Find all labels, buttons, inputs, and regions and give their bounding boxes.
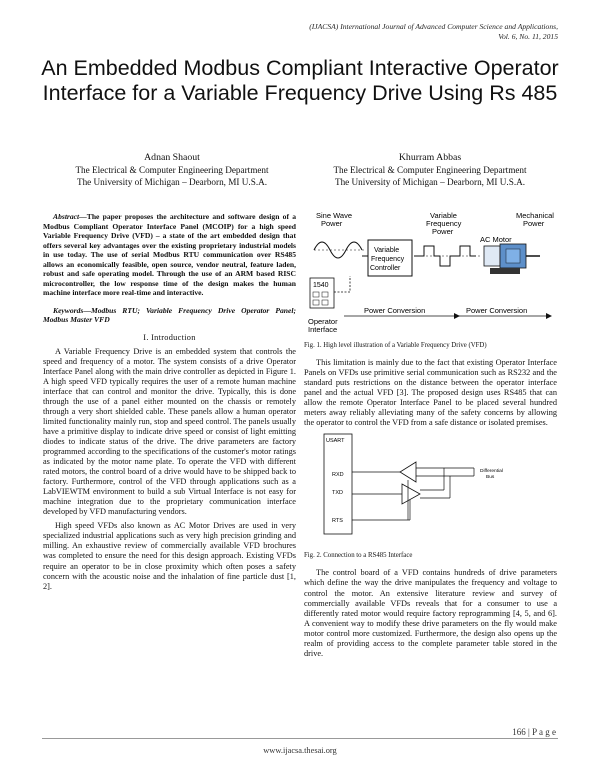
author-dept: The Electrical & Computer Engineering Department — [333, 165, 527, 175]
label-variable: Variable — [430, 212, 457, 220]
author-name: Khurram Abbas — [398, 152, 462, 163]
journal-line-2: Vol. 6, No. 11, 2015 — [498, 32, 558, 41]
section-heading-introduction: I. Introduction — [143, 332, 196, 342]
label-operator: Operator — [308, 317, 338, 326]
author-univ: The University of Michigan – Dearborn, MI U.S.A. — [334, 177, 526, 187]
driver-triangle — [402, 484, 420, 504]
page-number: 166 | P a g e — [512, 727, 556, 737]
abstract-text: —The paper proposes the architecture and software design of a Modbus Compliant Operator Interface Panel (MCOIP) for a high speed Variable Frequency Drive (VFD) – a state of the art embedded design that offers several key advantages over the existing proprietary industrial models in use today. The use of serial Modbus RTU communication over RS485 allows an economically feasible, open source, vendor neutral, feature laden, robust and safe operating model. Through the use of an ARM based RISC microcontroller, the low response time of the design makes the human machine interface more real-time and interactive. — [43, 212, 296, 297]
label-power-3: Power — [523, 219, 545, 228]
label-differential: Differential — [480, 469, 503, 475]
paragraph: High speed VFDs also known as AC Motor Drives are used in very specialized industrial applications such as very high precision grinding and milling. An exhaustive review of commercially available VFD brochures was completed to ensure the need for this design approach. Existing VFDs require an operator to be in close proximity which often poses a safety concern with the acoustic noise and the inhalation of fine particle dust [1, 2]. — [43, 521, 296, 591]
label-usart: USART — [326, 438, 345, 445]
figure-2 — [304, 432, 557, 560]
paragraph: A Variable Frequency Drive is an embedded system that controls the speed and frequency of a motor. The system consists of a drive Operator Interface Panel along with the main drive controller as depicted in Figure 1. A high speed VFD typically requires the user of a remote human machine interface that can control and monitor the drive. Typically, this is done through the use of a panel either mounted on the chassis or remotely through a very short shielded cable. These panels allow a human operator limited functionality mainly run, stop and speed control. The panels usually have a primitive display to indicate drive speed or consist of light emitting diodes to indicate status of the drive. The drive parameters are factory programmed according to the specifications of the customer's motor ratings as indicated by the motor name plate. To operate the VFD with different rated motors, the control board of a drive would have to be shipped back to factory. Furthermore, control of the VFD through applications such as a LabVIEWTM environment to build a sub Virtual Interface is not easy for machine integration due to the proprietary communication interface developed by VFD manufacturing vendors. — [43, 346, 296, 517]
journal-header — [228, 22, 558, 42]
author-univ: The University of Michigan – Dearborn, MI U.S.A. — [76, 177, 268, 187]
label-power-conversion-1: Power Conversion — [364, 306, 426, 315]
label-power-1: Power — [321, 219, 343, 228]
figure-2-caption: Fig. 2. Connection to a RS485 Interface — [304, 552, 413, 560]
author-dept: The Electrical & Computer Engineering Department — [75, 165, 269, 175]
label-interface: Interface — [308, 325, 338, 334]
paragraph: The control board of a VFD contains hundreds of drive parameters which define the way the drive manipulates the frequency and voltage to control the motor. An extensive literature review and survey of commercially available VFDs reveals that for a consumer to use a differently rated motor would require factory reprogramming [4, 5, and 6]. A convenient way to modify these drive parameters on the fly would make motor control more customized. Furthermore, the design also opens up the realm of providing access to the complete parameter table stored in the drive. — [304, 568, 557, 658]
label-frequency: Frequency — [426, 219, 462, 228]
author-block-1 — [42, 152, 302, 188]
label-power-conversion-2: Power Conversion — [466, 306, 528, 315]
vfc-label-1: Variable — [374, 247, 400, 254]
abstract — [43, 212, 296, 298]
rs485-diagram — [304, 432, 557, 544]
paragraph: This limitation is mainly due to the fact that existing Operator Interface Panels on VFDs use primitive serial communication such as RS232 and the standard puts restrictions on the distance between the operator interface panel and the actual VFD [3]. The proposed design uses RS485 that can allow the remote Operator Interface Panel to be placed several hundred meters away reliably alleviating many of the safety concerns by allowing the operator to control the VFD from a safe distance or isolated premises. — [304, 358, 557, 428]
label-sine-wave: Sine Wave — [316, 212, 352, 220]
figure-1 — [304, 212, 557, 350]
footer-divider — [42, 738, 558, 739]
left-column — [43, 212, 296, 596]
label-rts: RTS — [332, 518, 343, 525]
motor-endcap — [484, 246, 500, 266]
footer-url: www.ijacsa.thesai.org — [263, 746, 337, 755]
label-bus: Bus — [486, 475, 495, 481]
label-txd: TXD — [332, 490, 343, 497]
vfc-label-3: Controller — [370, 265, 401, 272]
label-mechanical: Mechanical — [516, 212, 554, 220]
figure-1-caption: Fig. 1. High level illustration of a Variable Frequency Drive (VFD) — [304, 342, 487, 350]
label-power-2: Power — [432, 227, 454, 236]
motor-base — [490, 268, 520, 274]
vfc-label-2: Frequency — [371, 256, 405, 263]
journal-line-1: (IJACSA) International Journal of Advanced Computer Science and Applications, — [309, 22, 558, 31]
panel-display: 1540 — [313, 282, 329, 289]
vfd-diagram — [304, 212, 557, 334]
right-column — [304, 212, 557, 663]
label-rxd: RXD — [332, 472, 344, 479]
receiver-triangle — [400, 462, 416, 482]
abstract-label: Abstract — [53, 212, 80, 221]
label-ac-motor: AC Motor — [480, 235, 512, 244]
author-block-2 — [300, 152, 560, 188]
keywords: Keywords—Modbus RTU; Variable Frequency Drive Operator Panel; Modbus Master VFD — [43, 305, 296, 324]
author-name: Adnan Shaout — [144, 152, 200, 163]
paper-title: An Embedded Modbus Compliant Interactive Operator Interface for a Variable Frequency Drive Using Rs 485 — [41, 56, 559, 105]
